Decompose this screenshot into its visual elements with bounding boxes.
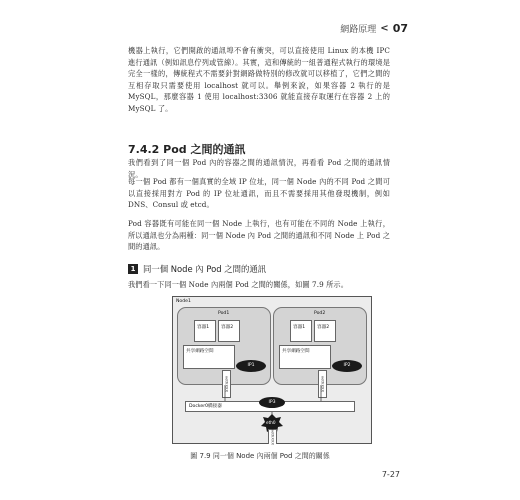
- running-header: [340, 22, 408, 35]
- chevron-left-icon: <: [380, 23, 389, 34]
- page-number: 7-27: [381, 470, 400, 479]
- pod-2-ip: IP2: [332, 360, 362, 372]
- pod-1-veth-label: vethXXX: [224, 375, 229, 393]
- subsection-number: 1: [128, 264, 138, 274]
- pod-1-label: Pod1: [218, 311, 230, 316]
- pod-2-container-2-label: 容器2: [317, 325, 330, 330]
- subsection-heading: [128, 263, 266, 275]
- bridge-ip: IP3: [259, 397, 285, 408]
- paragraph-1: 機器上執行，它們開啟的通訊埠不會有衝突，可以直接使用 Linux 的本機 IPC 進行通訊（例如訊息佇列或管線）。其實，這和傳統的一組普通程式執行的環境是完全一樣的，傳統程式不需要針對網路做特別的修改就可以移植了，它們之間的互相存取只需要使用 localhost 就可以。舉例來說，如果容器 2 執行的是 MySQL，那麼容器 1 使用 localhost:3306 就能直接存取運行在容器 2 上的 MySQL 了。: [128, 46, 390, 113]
- eth-veth: [268, 429, 277, 444]
- eth-veth-label: vethXXX: [270, 428, 275, 446]
- pod-2-container-1-label: 容器1: [293, 325, 306, 330]
- pod-1-ip: IP1: [236, 360, 266, 372]
- paragraph-4: Pod 容器既有可能在同一個 Node 上執行，也有可能在不同的 Node 上執行，所以通訊也分為兩種：同一個 Node 內 Pod 之間的通訊和不同 Node 上 Pod 之間的通訊。: [128, 219, 390, 252]
- eth0-label: eth0: [266, 420, 276, 425]
- bridge-label: Docker0橋接器: [189, 404, 222, 409]
- pod-2-label: Pod2: [314, 311, 326, 316]
- figure-diagram: [172, 296, 372, 444]
- node-label: Node1: [176, 299, 191, 304]
- header-chapter: 07: [392, 22, 408, 35]
- paragraph-5-block: [128, 279, 390, 291]
- paragraph-2: 我們看到了同一個 Pod 內的容器之間的通訊情況，再看看 Pod 之間的通訊情況。: [128, 158, 390, 179]
- paragraph-4-block: [128, 218, 390, 253]
- figure-caption: 圖 7.9 同一個 Node 內兩個 Pod 之間的關係: [190, 452, 330, 460]
- paragraph-3-block: [128, 176, 390, 211]
- pod-2-shared-network-label: 共享網路空間: [282, 349, 310, 354]
- paragraph-5: 我們看一下同一個 Node 內兩個 Pod 之間的關係，如圖 7.9 所示。: [128, 280, 349, 289]
- header-section: 網路原理: [340, 25, 377, 35]
- pod-1-container-2-label: 容器2: [221, 325, 234, 330]
- paragraph-1-block: [128, 45, 390, 115]
- pod-1-shared-network-label: 共享網路空間: [186, 349, 214, 354]
- pod-2-veth-label: vethXXX: [320, 375, 325, 393]
- pod-1-container-1-label: 容器1: [197, 325, 210, 330]
- subsection-title: 同一個 Node 內 Pod 之間的通訊: [143, 264, 267, 274]
- paragraph-3: 每一個 Pod 都有一個真實的全域 IP 位址，同一個 Node 內的不同 Pod 之間可以直接採用對方 Pod 的 IP 位址通訊，而且不需要採用其他發現機制，例如 DNS、Consul 或 etcd。: [128, 177, 390, 210]
- section-heading: 7.4.2 Pod 之間的通訊: [128, 143, 246, 156]
